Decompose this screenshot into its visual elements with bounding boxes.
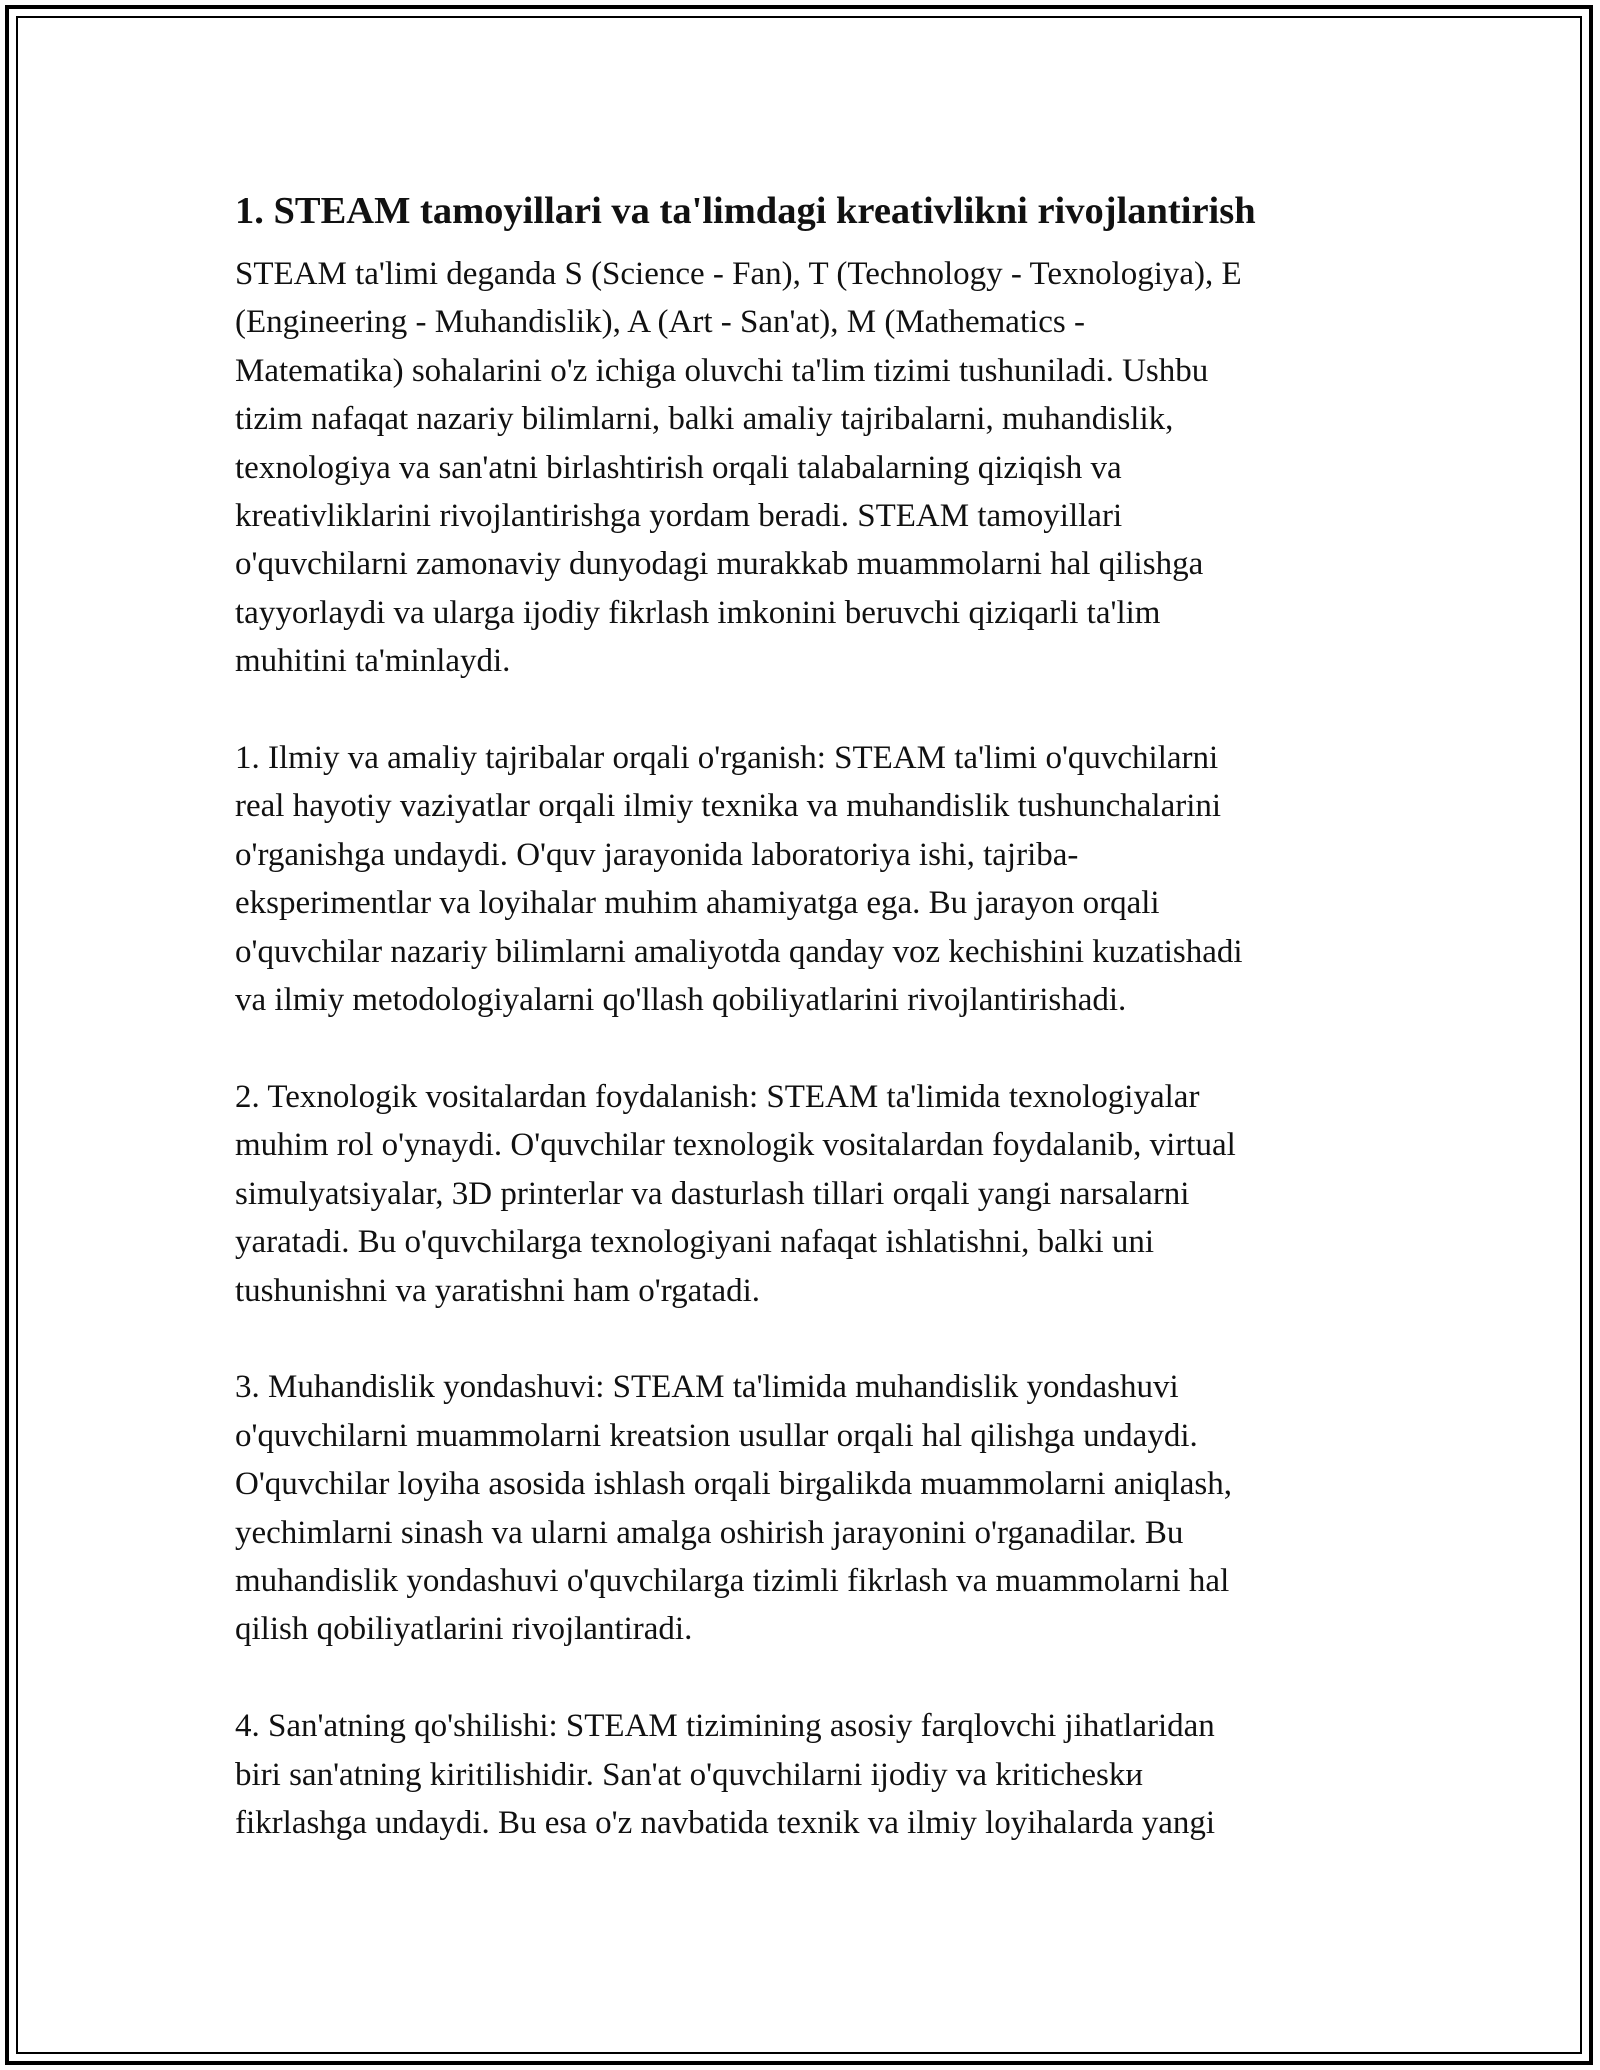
text-line: biri san'atning kiritilishidir. San'at o'quvchilarni ijodiy va kriticheskи [235, 1756, 1144, 1793]
text-line: real hayotiy vaziyatlar orqali ilmiy texnika va muhandislik tushunchalarini [235, 788, 1222, 825]
text-line: o'quvchilar nazariy bilimlarni amaliyotda qanday voz kechishini kuzatishadi [235, 933, 1243, 970]
paragraph-point-2 [235, 1073, 1370, 1315]
text-line: muhitini ta'minlaydi. [235, 643, 511, 680]
text-line: o'quvchilarni zamonaviy dunyodagi murakkab muammolarni hal qilishga [235, 546, 1204, 583]
paragraph-intro [235, 250, 1370, 686]
text-line: tayyorlaydi va ularga ijodiy fikrlash imkonini beruvchi qiziqarli ta'lim [235, 594, 1161, 631]
text-line: STEAM ta'limi deganda S (Science - Fan), T (Technology - Texnologiya), E [235, 256, 1242, 292]
text-line: yechimlarni sinash va ularni amalga oshirish jarayonini o'rganadilar. Bu [235, 1514, 1184, 1551]
text-line: 1. Ilmiy va amaliy tajribalar orqali o'rganish: STEAM ta'limi o'quvchilarni [235, 740, 1219, 777]
text-line: eksperimentlar va loyihalar muhim ahamiyatga ega. Bu jarayon orqali [235, 885, 1160, 922]
text-line: 2. Texnologik vositalardan foydalanish: STEAM ta'limida texnologiyalar [235, 1078, 1200, 1115]
text-line: kreativliklarini rivojlantirishga yordam beradi. STEAM tamoyillari [235, 498, 1123, 535]
page-title: 1. STEAM tamoyillari va ta'limdagi kreativlikni rivojlantirish [235, 190, 1256, 232]
text-line: simulyatsiyalar, 3D printerlar va dasturlash tillari orqali yangi narsalarni [235, 1175, 1190, 1212]
text-line: 3. Muhandislik yondashuvi: STEAM ta'limida muhandislik yondashuvi [235, 1369, 1179, 1406]
document-body [235, 186, 1370, 1896]
text-line: (Engineering - Muhandislik), A (Art - San'at), M (Mathematics - [235, 304, 1086, 341]
text-line: O'quvchilar loyiha asosida ishlash orqali birgalikda muammolarni aniqlash, [235, 1466, 1232, 1503]
text-line: 4. San'atning qo'shilishi: STEAM tizimining asosiy farqlovchi jihatlaridan [235, 1708, 1215, 1745]
paragraph-point-4 [235, 1702, 1370, 1847]
text-line: va ilmiy metodologiyalarni qo'llash qobiliyatlarini rivojlantirishadi. [235, 982, 1127, 1019]
text-line: texnologiya va san'atni birlashtirish orqali talabalarning qiziqish va [235, 449, 1122, 486]
text-line: Matematika) sohalarini o'z ichiga oluvchi ta'lim tizimi tushuniladi. Ushbu [235, 352, 1209, 389]
paragraph-point-1 [235, 734, 1370, 1024]
text-line: muhim rol o'ynaydi. O'quvchilar texnologik vositalardan foydalanib, virtual [235, 1127, 1236, 1164]
text-line: fikrlashga undaydi. Bu esa o'z navbatida texnik va ilmiy loyihalarda yangi [235, 1804, 1216, 1841]
text-line: tizim nafaqat nazariy bilimlarni, balki amaliy tajribalarni, muhandislik, [235, 401, 1174, 438]
text-line: qilish qobiliyatlarini rivojlantiradi. [235, 1611, 693, 1648]
text-line: o'rganishga undaydi. O'quv jarayonida laboratoriya ishi, tajriba- [235, 836, 1079, 873]
text-line: muhandislik yondashuvi o'quvchilarga tizimli fikrlash va muammolarni hal [235, 1562, 1230, 1599]
text-line: o'quvchilarni muammolarni kreatsion usullar orqali hal qilishga undaydi. [235, 1417, 1198, 1454]
paragraph-point-3 [235, 1363, 1370, 1653]
text-line: yaratadi. Bu o'quvchilarga texnologiyani nafaqat ishlatishni, balki uni [235, 1224, 1155, 1261]
text-line: tushunishni va yaratishni ham o'rgatadi. [235, 1272, 761, 1309]
